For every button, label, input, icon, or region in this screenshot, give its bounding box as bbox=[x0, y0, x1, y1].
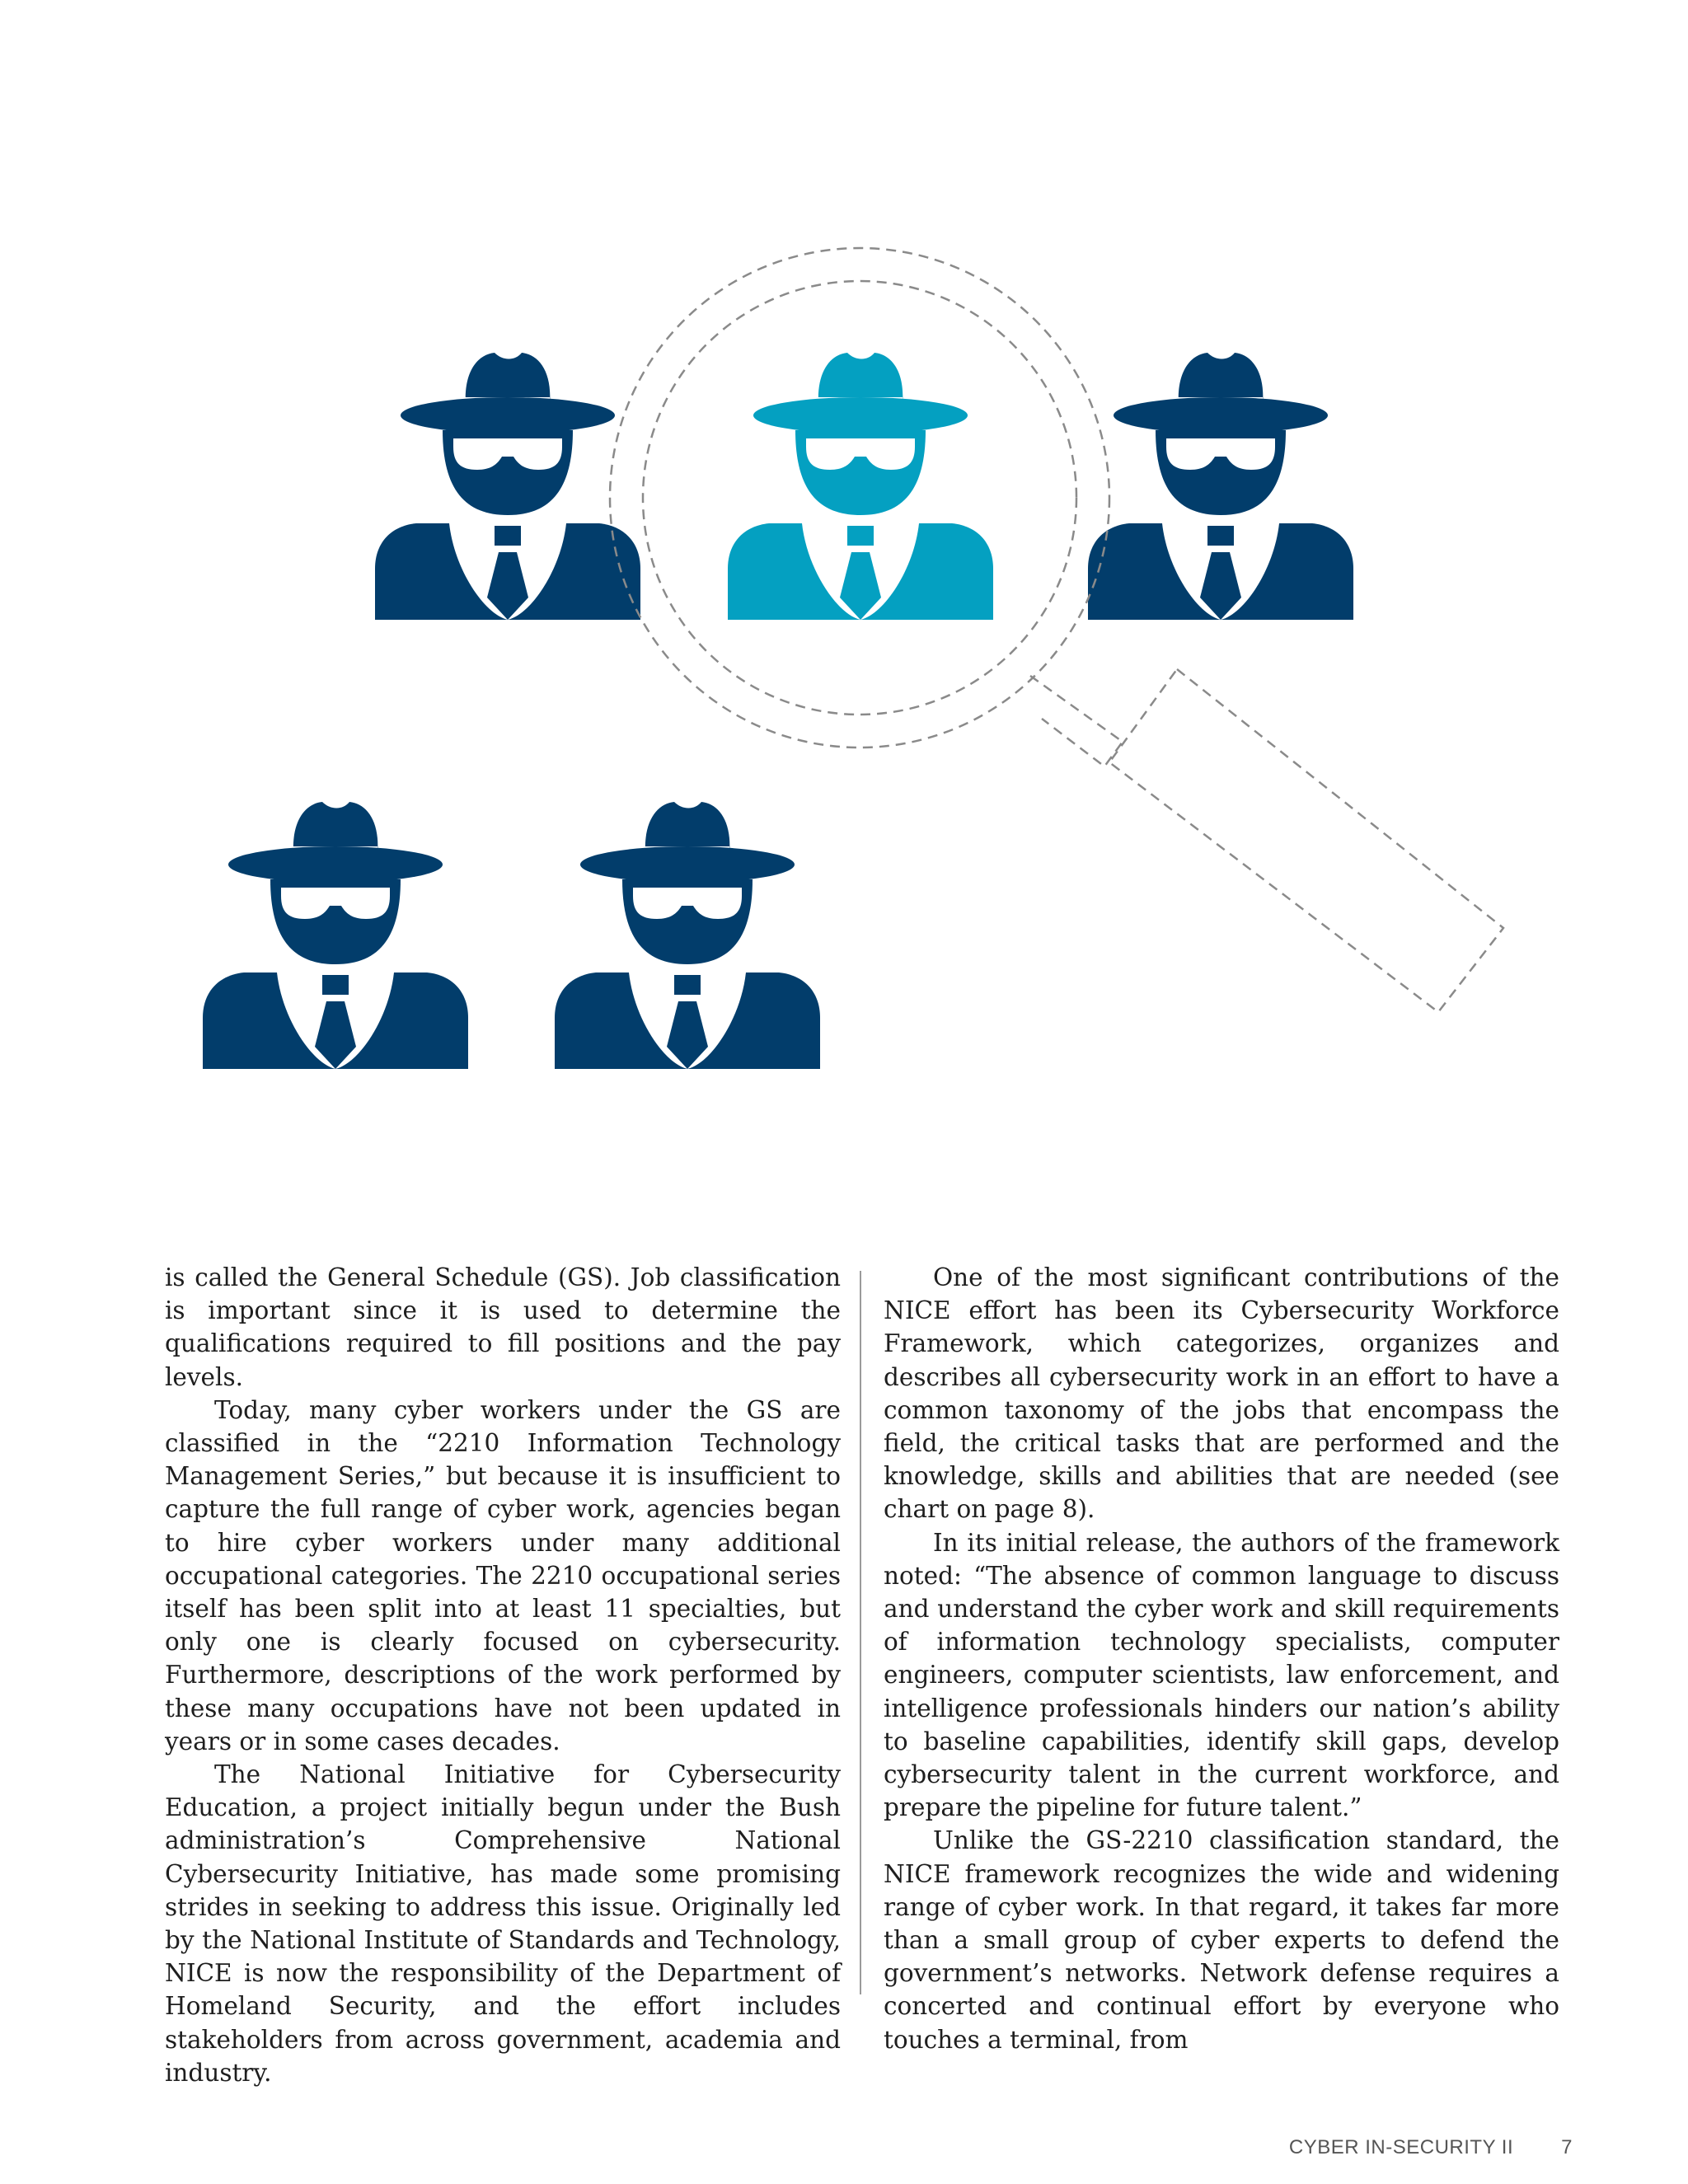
paragraph: Today, many cyber workers under the GS are classified in the “2210 Information Technology Management Series,” but because it is insufficient to capture the full range of cyber work, agencies began to hire cyber workers under many additional occupational categories. The 2210 occupational series itself has been split into at least 11 specialties, but only one is clearly focused on cybersecurity. Furthermore, descriptions of the work performed by these many occupations have not been updated in years or in some cases decades. bbox=[165, 1395, 841, 1755]
paragraph: is called the General Schedule (GS). Job classification is important since it is used to determine the qualifications required to fill positions and the pay levels. bbox=[165, 1263, 841, 1391]
page-number: 7 bbox=[1561, 2136, 1573, 2158]
spy-icon bbox=[203, 802, 468, 1069]
column-divider bbox=[860, 1271, 861, 1994]
spy-icon-highlighted bbox=[728, 353, 993, 620]
spy-icon bbox=[555, 802, 820, 1069]
paragraph: The National Initiative for Cybersecurity Education, a project initially begun under the Bush administration’s Comprehensive National Cybersecurity Initiative, has made some promising strides in seeking to address this issue. Originally led by the National Institute of Standards and Technology, NICE is now the responsibility of the Department of Homeland Security, and the effort includes stakeholders from across government, academia and industry. bbox=[165, 1760, 841, 2087]
right-column bbox=[884, 1261, 1559, 2056]
spy-icon bbox=[1088, 353, 1353, 620]
paragraph: Unlike the GS-2210 classification standard, the NICE framework recognizes the wide and widening range of cyber work. In that regard, it takes far more than a small group of cyber experts to defend the government’s networks. Network defense requires a concerted and continual effort by everyone who touches a terminal, from bbox=[884, 1826, 1559, 2054]
spy-icon bbox=[375, 353, 640, 620]
paragraph: One of the most significant contributions of the NICE effort has been its Cybersecurity Workforce Framework, which categorizes, organizes and describes all cybersecurity work in an effort to have a common taxonomy of the jobs that encompass the field, the critical tasks that are performed and the knowledge, skills and abilities that are needed (see chart on page 8). bbox=[884, 1263, 1559, 1524]
publication-title: CYBER IN-SECURITY II bbox=[1288, 2136, 1514, 2158]
left-column bbox=[165, 1261, 841, 2089]
page-footer bbox=[1289, 2136, 1573, 2159]
paragraph: In its initial release, the authors of the framework noted: “The absence of common language to discuss and understand the cyber work and skill requirements of information technology specialists, computer engineers, computer scientists, law enforcement, and intelligence professionals hinders our nation’s ability to baseline capabilities, identify skill gaps, develop cybersecurity talent in the current workforce, and prepare the pipeline for future talent.” bbox=[884, 1528, 1559, 1822]
